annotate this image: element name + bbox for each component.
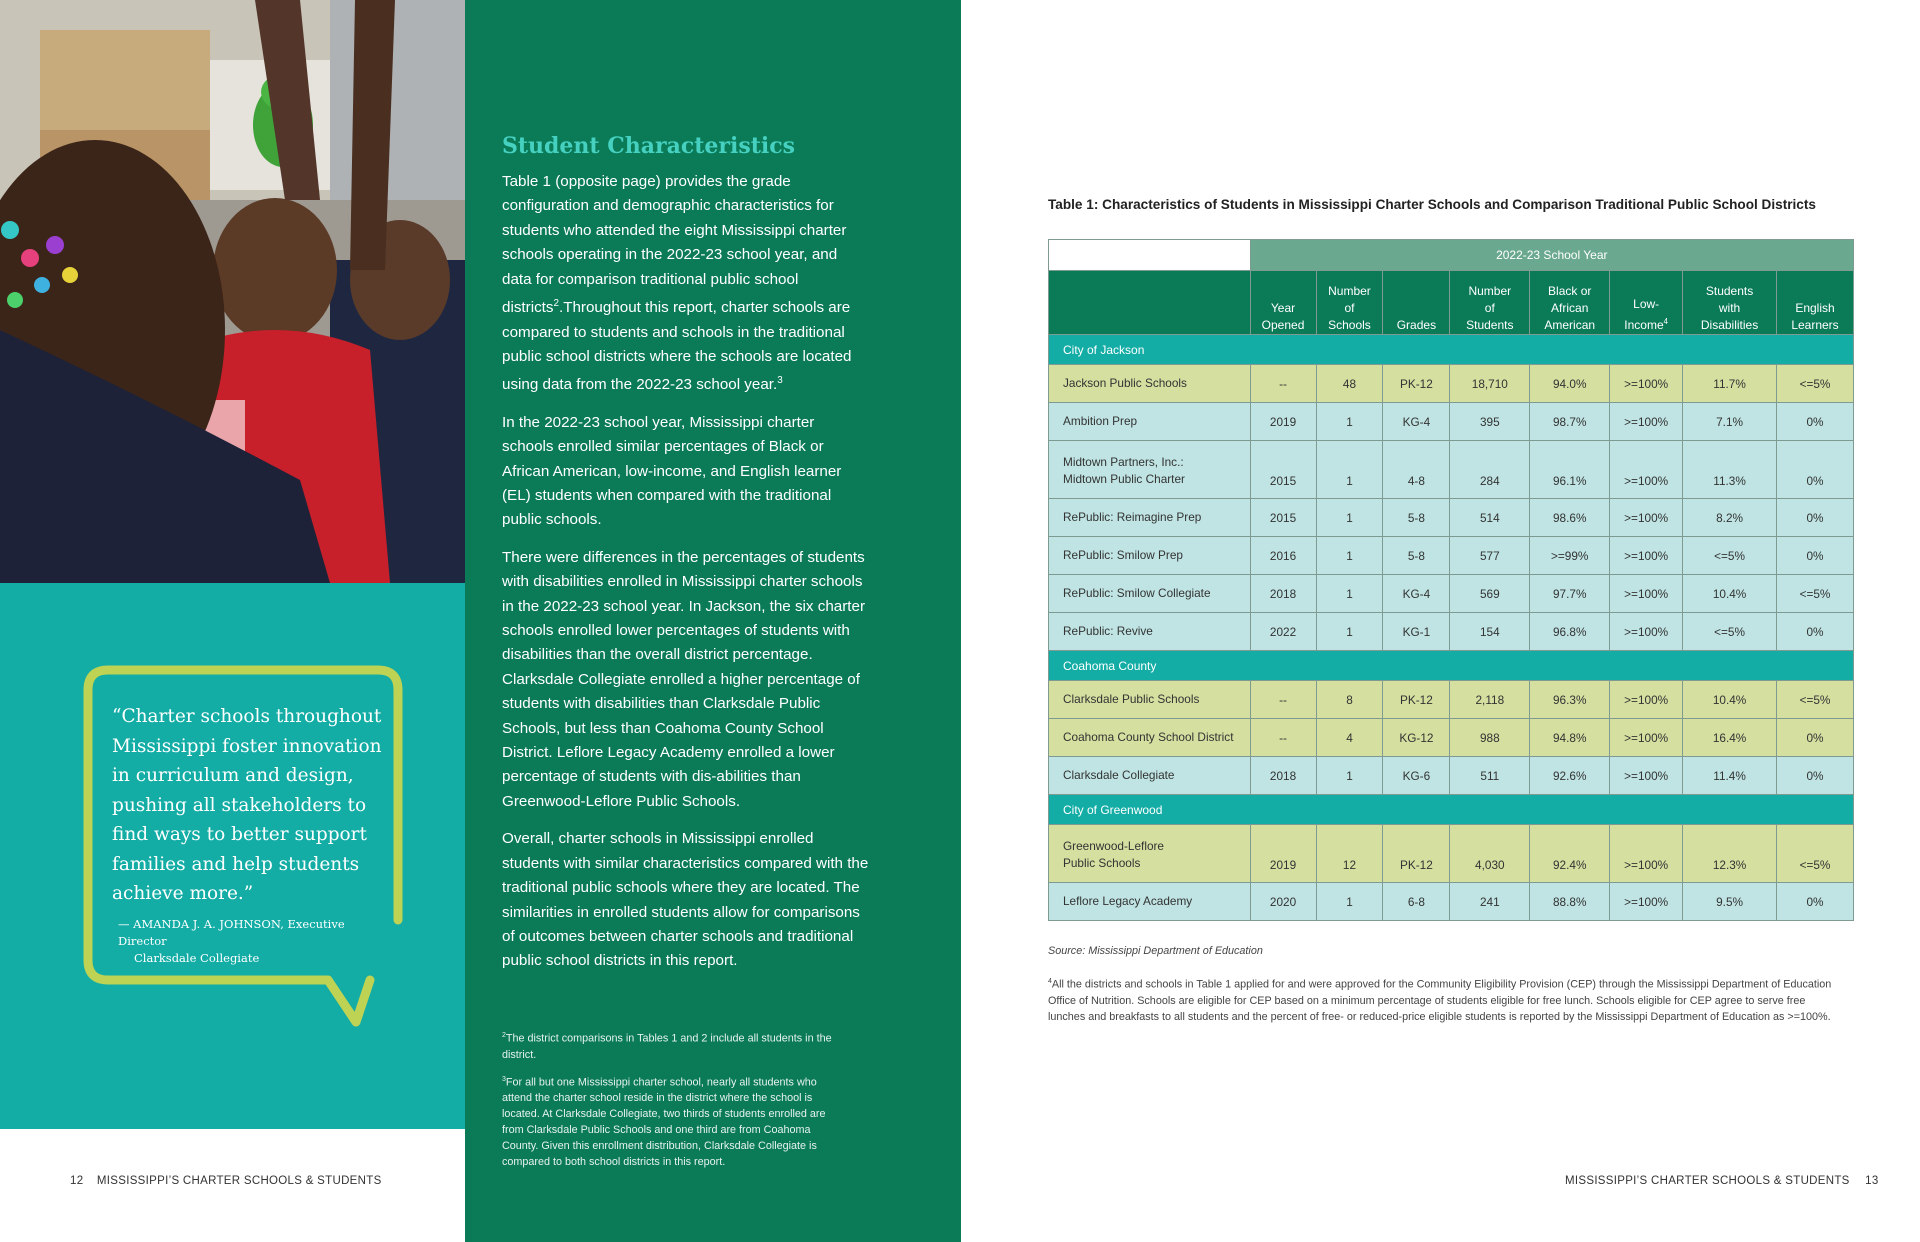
cell-schools: 1	[1316, 441, 1383, 499]
cell-lowincome: >=100%	[1610, 757, 1683, 795]
cell-english: 0%	[1777, 441, 1854, 499]
group-label: City of Greenwood	[1049, 795, 1854, 825]
cell-english: 0%	[1777, 883, 1854, 921]
district-row	[1049, 825, 1854, 883]
cell-black: 88.8%	[1530, 883, 1610, 921]
cell-grades: 5-8	[1383, 537, 1450, 575]
row-name-line: Clarksdale Public Schools	[1063, 692, 1200, 706]
cell-year: 2015	[1250, 499, 1316, 537]
cell-disabilities: 10.4%	[1683, 575, 1777, 613]
cell-grades: 6-8	[1383, 883, 1450, 921]
header-students-line: Number	[1468, 284, 1512, 298]
row-name	[1049, 499, 1251, 537]
cell-students: 569	[1450, 575, 1530, 613]
row-name	[1049, 613, 1251, 651]
cell-english: <=5%	[1777, 575, 1854, 613]
cell-schools: 1	[1316, 403, 1383, 441]
cell-grades: 4-8	[1383, 441, 1450, 499]
cell-students: 395	[1450, 403, 1530, 441]
quote-attribution	[118, 916, 388, 967]
table-source: Source: Mississippi Department of Education	[1048, 945, 1263, 957]
group-header-row	[1049, 795, 1854, 825]
paragraph-1-text-b: .Throughout this report, charter schools are compared to students and schools in the traditional public school districts where the schools are located using data from the 2022-23 school year.	[502, 299, 852, 394]
header-students-line: Students	[1466, 318, 1514, 332]
cell-disabilities: 9.5%	[1683, 883, 1777, 921]
cell-students: 511	[1450, 757, 1530, 795]
cell-disabilities: <=5%	[1683, 613, 1777, 651]
district-row	[1049, 365, 1854, 403]
row-name	[1049, 883, 1251, 921]
header-schools	[1316, 271, 1383, 335]
group-header-row	[1049, 335, 1854, 365]
header-english-line: Learners	[1791, 318, 1839, 332]
cell-lowincome: >=100%	[1610, 825, 1683, 883]
paragraph-2: In the 2022-23 school year, Mississippi charter schools enrolled similar percentages of Black or African American, low-income, and English learner (EL) students when compared with the traditional public schools.	[502, 413, 842, 529]
cell-students: 577	[1450, 537, 1530, 575]
footnote-3-mark: 3	[502, 1075, 506, 1083]
cell-black: 96.1%	[1530, 441, 1610, 499]
row-name	[1049, 825, 1251, 883]
table-title: Table 1: Characteristics of Students in Mississippi Charter Schools and Comparison Traditional Public School Districts	[1048, 197, 1816, 212]
header-black	[1530, 271, 1610, 335]
row-name-line: Clarksdale Collegiate	[1063, 768, 1175, 782]
group-label: City of Jackson	[1049, 335, 1854, 365]
cell-black: 98.7%	[1530, 403, 1610, 441]
cell-black: 96.8%	[1530, 613, 1610, 651]
cell-english: 0%	[1777, 499, 1854, 537]
row-name	[1049, 575, 1251, 613]
section-title: Student Characteristics	[502, 133, 796, 159]
footnote-ref-3: 3	[777, 375, 783, 387]
header-lowincome-line: Low-	[1633, 297, 1660, 311]
row-name-line: Leflore Legacy Academy	[1063, 894, 1193, 908]
cell-grades: KG-1	[1383, 613, 1450, 651]
footnote-4-mark: 4	[1048, 978, 1052, 985]
cell-lowincome: >=100%	[1610, 441, 1683, 499]
cell-black: 98.6%	[1530, 499, 1610, 537]
right-running-title: MISSISSIPPI’S CHARTER SCHOOLS & STUDENTS	[1565, 1175, 1850, 1187]
footnote-4	[1048, 974, 1838, 1025]
cell-schools: 1	[1316, 757, 1383, 795]
cell-schools: 1	[1316, 883, 1383, 921]
cell-students: 988	[1450, 719, 1530, 757]
cell-lowincome: >=100%	[1610, 365, 1683, 403]
row-name	[1049, 403, 1251, 441]
cell-lowincome: >=100%	[1610, 613, 1683, 651]
right-page-footer	[1565, 1175, 1879, 1187]
header-black-line: Black or	[1548, 284, 1592, 298]
cell-year: --	[1250, 365, 1316, 403]
cell-grades: KG-6	[1383, 757, 1450, 795]
row-name-line: RePublic: Smilow Prep	[1063, 548, 1183, 562]
header-black-line: American	[1544, 318, 1596, 332]
cell-schools: 1	[1316, 537, 1383, 575]
cell-year: 2020	[1250, 883, 1316, 921]
cell-year: 2018	[1250, 575, 1316, 613]
right-page-number: 13	[1865, 1175, 1879, 1187]
cell-lowincome: >=100%	[1610, 537, 1683, 575]
table-corner	[1049, 240, 1251, 271]
cell-black: 94.8%	[1530, 719, 1610, 757]
school-row	[1049, 613, 1854, 651]
row-name-line: Coahoma County School District	[1063, 730, 1234, 744]
header-grades-line: Grades	[1396, 318, 1437, 332]
header-students-line: of	[1484, 301, 1495, 315]
cell-students: 4,030	[1450, 825, 1530, 883]
cell-black: 92.6%	[1530, 757, 1610, 795]
cell-grades: KG-4	[1383, 575, 1450, 613]
cell-grades: 5-8	[1383, 499, 1450, 537]
cell-grades: PK-12	[1383, 681, 1450, 719]
quote-attribution-name: — AMANDA J. A. JOHNSON, Executive Director	[118, 917, 345, 948]
cell-english: <=5%	[1777, 681, 1854, 719]
cell-english: 0%	[1777, 613, 1854, 651]
paragraph-4: Overall, charter schools in Mississippi enrolled students with similar characteristics compared with the traditional public schools where they are located. The similarities in enrolled students allow for comparisons of outcomes between charter schools and traditional public school districts in this report.	[502, 830, 869, 970]
header-disabilities-line: with	[1718, 301, 1741, 315]
cell-disabilities: 16.4%	[1683, 719, 1777, 757]
header-lowincome-line: Income	[1624, 318, 1664, 332]
school-row	[1049, 499, 1854, 537]
cell-english: 0%	[1777, 403, 1854, 441]
classroom-photo	[0, 0, 465, 583]
cell-students: 241	[1450, 883, 1530, 921]
school-row	[1049, 757, 1854, 795]
cell-english: <=5%	[1777, 365, 1854, 403]
cell-english: 0%	[1777, 719, 1854, 757]
cell-lowincome: >=100%	[1610, 499, 1683, 537]
footnote-2-mark: 2	[502, 1032, 506, 1039]
characteristics-table	[1048, 239, 1854, 921]
cell-black: >=99%	[1530, 537, 1610, 575]
header-english-line: English	[1795, 301, 1835, 315]
row-name-line: RePublic: Revive	[1063, 624, 1153, 638]
row-name	[1049, 681, 1251, 719]
school-row	[1049, 403, 1854, 441]
header-schools-line: Number	[1328, 284, 1371, 298]
paragraph-3: There were differences in the percentages of students with disabilities enrolled in Mississippi charter schools in the 2022-23 school year. In Jackson, the six charter schools enrolled lower percentages of students with disabilities than the overall district percentage. Clarksdale Collegiate enrolled a higher percentage of students with disabilities than Clarksdale Public Schools, but less than Coahoma County School District. Leflore Legacy Academy enrolled a lower percentage of students with dis-abilities than Greenwood-Leflore Public Schools.	[502, 548, 866, 810]
row-name	[1049, 537, 1251, 575]
cell-year: 2016	[1250, 537, 1316, 575]
header-english	[1777, 271, 1854, 335]
cell-disabilities: 7.1%	[1683, 403, 1777, 441]
row-name-line: RePublic: Smilow Collegiate	[1063, 586, 1211, 600]
footnote-ref-2: 2	[553, 298, 559, 310]
header-year-line: Opened	[1261, 318, 1305, 332]
district-row	[1049, 681, 1854, 719]
cell-black: 97.7%	[1530, 575, 1610, 613]
paragraph-1-text-a: Table 1 (opposite page) provides the grade configuration and demographic characteristics for students who attended the eight Mississippi charter schools operating in the 2022-23 school year, and data for comparison traditional public school districts	[502, 173, 847, 317]
cell-grades: KG-4	[1383, 403, 1450, 441]
cell-english: 0%	[1777, 757, 1854, 795]
paragraph-1	[502, 170, 870, 398]
row-name-line: Midtown Public Charter	[1063, 472, 1185, 486]
cell-black: 92.4%	[1530, 825, 1610, 883]
cell-schools: 8	[1316, 681, 1383, 719]
row-name	[1049, 719, 1251, 757]
cell-lowincome: >=100%	[1610, 883, 1683, 921]
header-schools-line: of	[1344, 301, 1355, 315]
cell-disabilities: 11.3%	[1683, 441, 1777, 499]
row-name	[1049, 757, 1251, 795]
cell-schools: 48	[1316, 365, 1383, 403]
row-name-line: Greenwood-Leflore	[1063, 839, 1164, 853]
cell-disabilities: 10.4%	[1683, 681, 1777, 719]
cell-black: 96.3%	[1530, 681, 1610, 719]
header-disabilities	[1683, 271, 1777, 335]
cell-students: 284	[1450, 441, 1530, 499]
cell-lowincome: >=100%	[1610, 719, 1683, 757]
cell-disabilities: 11.7%	[1683, 365, 1777, 403]
cell-schools: 1	[1316, 613, 1383, 651]
footnotes	[502, 1028, 847, 1179]
row-name-line: Ambition Prep	[1063, 414, 1138, 428]
cell-schools: 1	[1316, 499, 1383, 537]
school-row	[1049, 537, 1854, 575]
cell-year: --	[1250, 719, 1316, 757]
cell-disabilities: 8.2%	[1683, 499, 1777, 537]
header-name-blank	[1049, 271, 1251, 335]
cell-schools: 12	[1316, 825, 1383, 883]
header-grades	[1383, 271, 1450, 335]
cell-schools: 1	[1316, 575, 1383, 613]
cell-english: 0%	[1777, 537, 1854, 575]
cell-students: 2,118	[1450, 681, 1530, 719]
cell-disabilities: 12.3%	[1683, 825, 1777, 883]
header-year-line: Year	[1270, 301, 1296, 315]
cell-disabilities: <=5%	[1683, 537, 1777, 575]
cell-year: 2015	[1250, 441, 1316, 499]
header-schools-line: Schools	[1328, 318, 1371, 332]
cell-students: 514	[1450, 499, 1530, 537]
cell-students: 18,710	[1450, 365, 1530, 403]
row-name	[1049, 441, 1251, 499]
row-name-line: Jackson Public Schools	[1063, 376, 1187, 390]
footnote-3-text: For all but one Mississippi charter school, nearly all students who attend the charter school reside in the district where the school is located. At Clarksdale Collegiate, two thirds of students enrolled are from Clarksdale Public Schools and one third are from Coahoma County. Given this enrollment distribution, Clarksdale Collegiate is compared to both school districts in this report.	[502, 1076, 826, 1169]
left-page-number: 12	[70, 1175, 84, 1187]
footnote-4-text: All the districts and schools in Table 1 applied for and were approved for the Community Eligibility Provision (CEP) through the Mississippi Department of Education Office of Nutrition. Schools are eligible for CEP based on a minimum percentage of students eligible for free lunch. Schools eligible for CEP agree to serve free lunches and breakfasts to all students and the percent of free- or reduced-price eligible students is reported by the Mississippi Department of Education as >=100%.	[1048, 978, 1832, 1023]
row-name-line: RePublic: Reimagine Prep	[1063, 510, 1202, 524]
row-name-line: Public Schools	[1063, 856, 1141, 870]
left-page-footer	[70, 1175, 382, 1187]
cell-year: --	[1250, 681, 1316, 719]
quote-attribution-org: Clarksdale Collegiate	[134, 951, 260, 965]
cell-schools: 4	[1316, 719, 1383, 757]
cell-year: 2018	[1250, 757, 1316, 795]
header-year	[1250, 271, 1316, 335]
row-name-line: Midtown Partners, Inc.:	[1063, 455, 1184, 469]
cell-year: 2019	[1250, 403, 1316, 441]
school-row	[1049, 441, 1854, 499]
cell-grades: PK-12	[1383, 365, 1450, 403]
cell-disabilities: 11.4%	[1683, 757, 1777, 795]
left-running-title: MISSISSIPPI’S CHARTER SCHOOLS & STUDENTS	[96, 1175, 382, 1187]
footnote-ref-4: 4	[1663, 317, 1668, 326]
header-students	[1450, 271, 1530, 335]
cell-grades: PK-12	[1383, 825, 1450, 883]
pull-quote: “Charter schools throughout Mississippi foster innovation in curriculum and design, pushing all stakeholders to find ways to better support families and help students achieve more.”	[112, 706, 382, 904]
group-header-row	[1049, 651, 1854, 681]
classroom-photo-illustration	[0, 0, 465, 583]
cell-lowincome: >=100%	[1610, 681, 1683, 719]
group-label: Coahoma County	[1049, 651, 1854, 681]
header-disabilities-line: Students	[1705, 284, 1754, 298]
cell-black: 94.0%	[1530, 365, 1610, 403]
school-year-header: 2022-23 School Year	[1250, 240, 1853, 271]
body-text	[502, 170, 870, 987]
cell-students: 154	[1450, 613, 1530, 651]
cell-year: 2019	[1250, 825, 1316, 883]
footnote-2	[502, 1028, 847, 1063]
footnote-3	[502, 1072, 847, 1171]
cell-year: 2022	[1250, 613, 1316, 651]
footnote-2-text: The district comparisons in Tables 1 and 2 include all students in the district.	[502, 1032, 832, 1061]
header-black-line: African	[1551, 301, 1589, 315]
cell-lowincome: >=100%	[1610, 403, 1683, 441]
cell-lowincome: >=100%	[1610, 575, 1683, 613]
school-row	[1049, 883, 1854, 921]
header-lowincome	[1610, 271, 1683, 335]
school-row	[1049, 575, 1854, 613]
district-row	[1049, 719, 1854, 757]
row-name	[1049, 365, 1251, 403]
cell-grades: KG-12	[1383, 719, 1450, 757]
cell-english: <=5%	[1777, 825, 1854, 883]
header-disabilities-line: Disabilities	[1700, 318, 1759, 332]
